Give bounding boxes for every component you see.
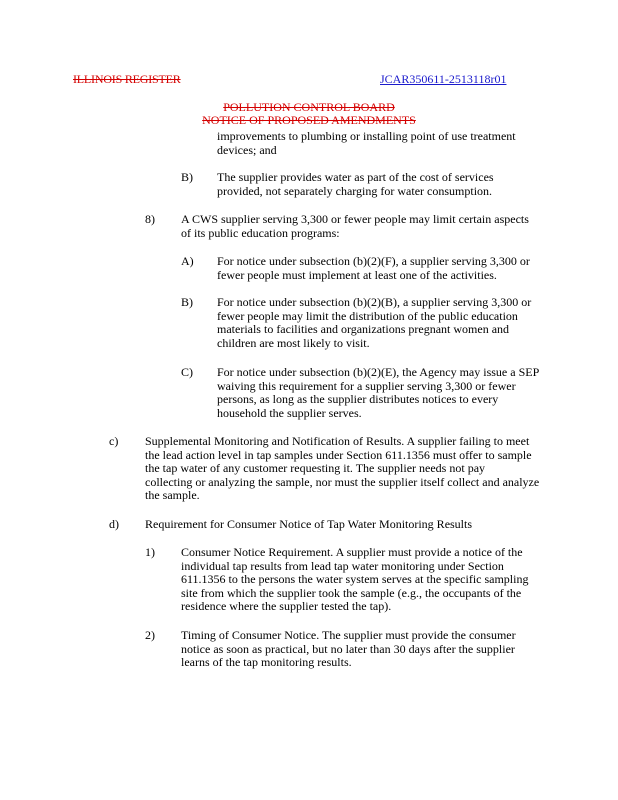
text-line: Requirement for Consumer Notice of Tap Water Monitoring Results [145,517,473,531]
text-line: For notice under subsection (b)(2)(B), a supplier serving 3,300 or [217,295,532,309]
text-line: fewer people must implement at least one of the activities. [217,267,497,282]
text-line: provided, not separately charging for water consumption. [217,183,493,198]
item-8c-label: C) [181,365,193,379]
header-jcar-code: JCAR350611-2513118r01 [380,72,507,86]
item-8-label: 8) [145,212,155,226]
item-a-continuation [217,130,516,157]
text-line: children are most likely to visit. [217,335,370,350]
item-d2-label: 2) [145,628,155,642]
text-line: the lead action level in tap samples under Section 611.1356 must offer to sample [145,447,532,462]
item-b-text [217,171,494,198]
item-d-heading [145,518,472,532]
item-c-label: c) [109,434,119,448]
header-register-title: ILLINOIS REGISTER [73,72,181,86]
item-8-text [181,213,529,240]
text-line: the tap water of any customer requesting it. The supplier needs not pay [145,461,486,475]
text-line: The supplier provides water as part of the cost of services [217,170,494,184]
text-line: individual tap results from lead tap water monitoring under Section [181,558,504,573]
text-line: Supplemental Monitoring and Notification of Results. A supplier failing to meet [145,434,530,448]
text-line: notice as soon as practical, but no later than 30 days after the supplier [181,641,515,656]
item-8c-text [217,366,539,420]
text-line: For notice under subsection (b)(2)(E), the Agency may issue a SEP [217,365,540,379]
text-line: improvements to plumbing or installing point of use treatment [217,129,516,143]
text-line: household the supplier serves. [217,405,362,420]
text-line: site from which the supplier took the sample (e.g., the occupants of the [181,585,522,600]
text-line: residence where the supplier tested the tap). [181,599,392,613]
item-d1-label: 1) [145,545,155,559]
text-line: the sample. [145,488,200,502]
item-b-label: B) [181,170,193,184]
item-d-label: d) [109,517,119,531]
text-line: collecting or analyzing the sample, nor must the supplier itself collect and analyze [145,474,540,489]
text-line: of its public education programs: [181,225,340,240]
item-d1-text [181,546,528,614]
text-line: For notice under subsection (b)(2)(F), a supplier serving 3,300 or [217,254,530,268]
text-line: A CWS supplier serving 3,300 or fewer people may limit certain aspects [181,212,529,226]
item-d2-text [181,629,516,670]
text-line: persons, as long as the supplier distributes notices to every [217,392,499,406]
text-line: materials to facilities and organizations pregnant women and [217,322,510,336]
text-line: devices; and [217,142,277,157]
text-line: 611.1356 to the persons the water system serves at the specific sampling [181,572,529,586]
text-line: fewer people may limit the distribution of the public education [217,308,518,323]
text-line: Timing of Consumer Notice. The supplier must provide the consumer [181,628,516,642]
text-line: Consumer Notice Requirement. A supplier must provide a notice of the [181,545,523,559]
text-line: waiving this requirement for a supplier serving 3,300 or fewer [217,378,516,393]
item-8b-label: B) [181,295,193,309]
item-8a-text [217,255,530,282]
header-notice-title: NOTICE OF PROPOSED AMENDMENTS [202,113,416,127]
text-line: learns of the tap monitoring results. [181,655,352,669]
item-c-text [145,435,539,503]
item-8a-label: A) [181,254,194,268]
item-8b-text [217,296,531,350]
header-board-name: POLLUTION CONTROL BOARD [223,100,395,114]
